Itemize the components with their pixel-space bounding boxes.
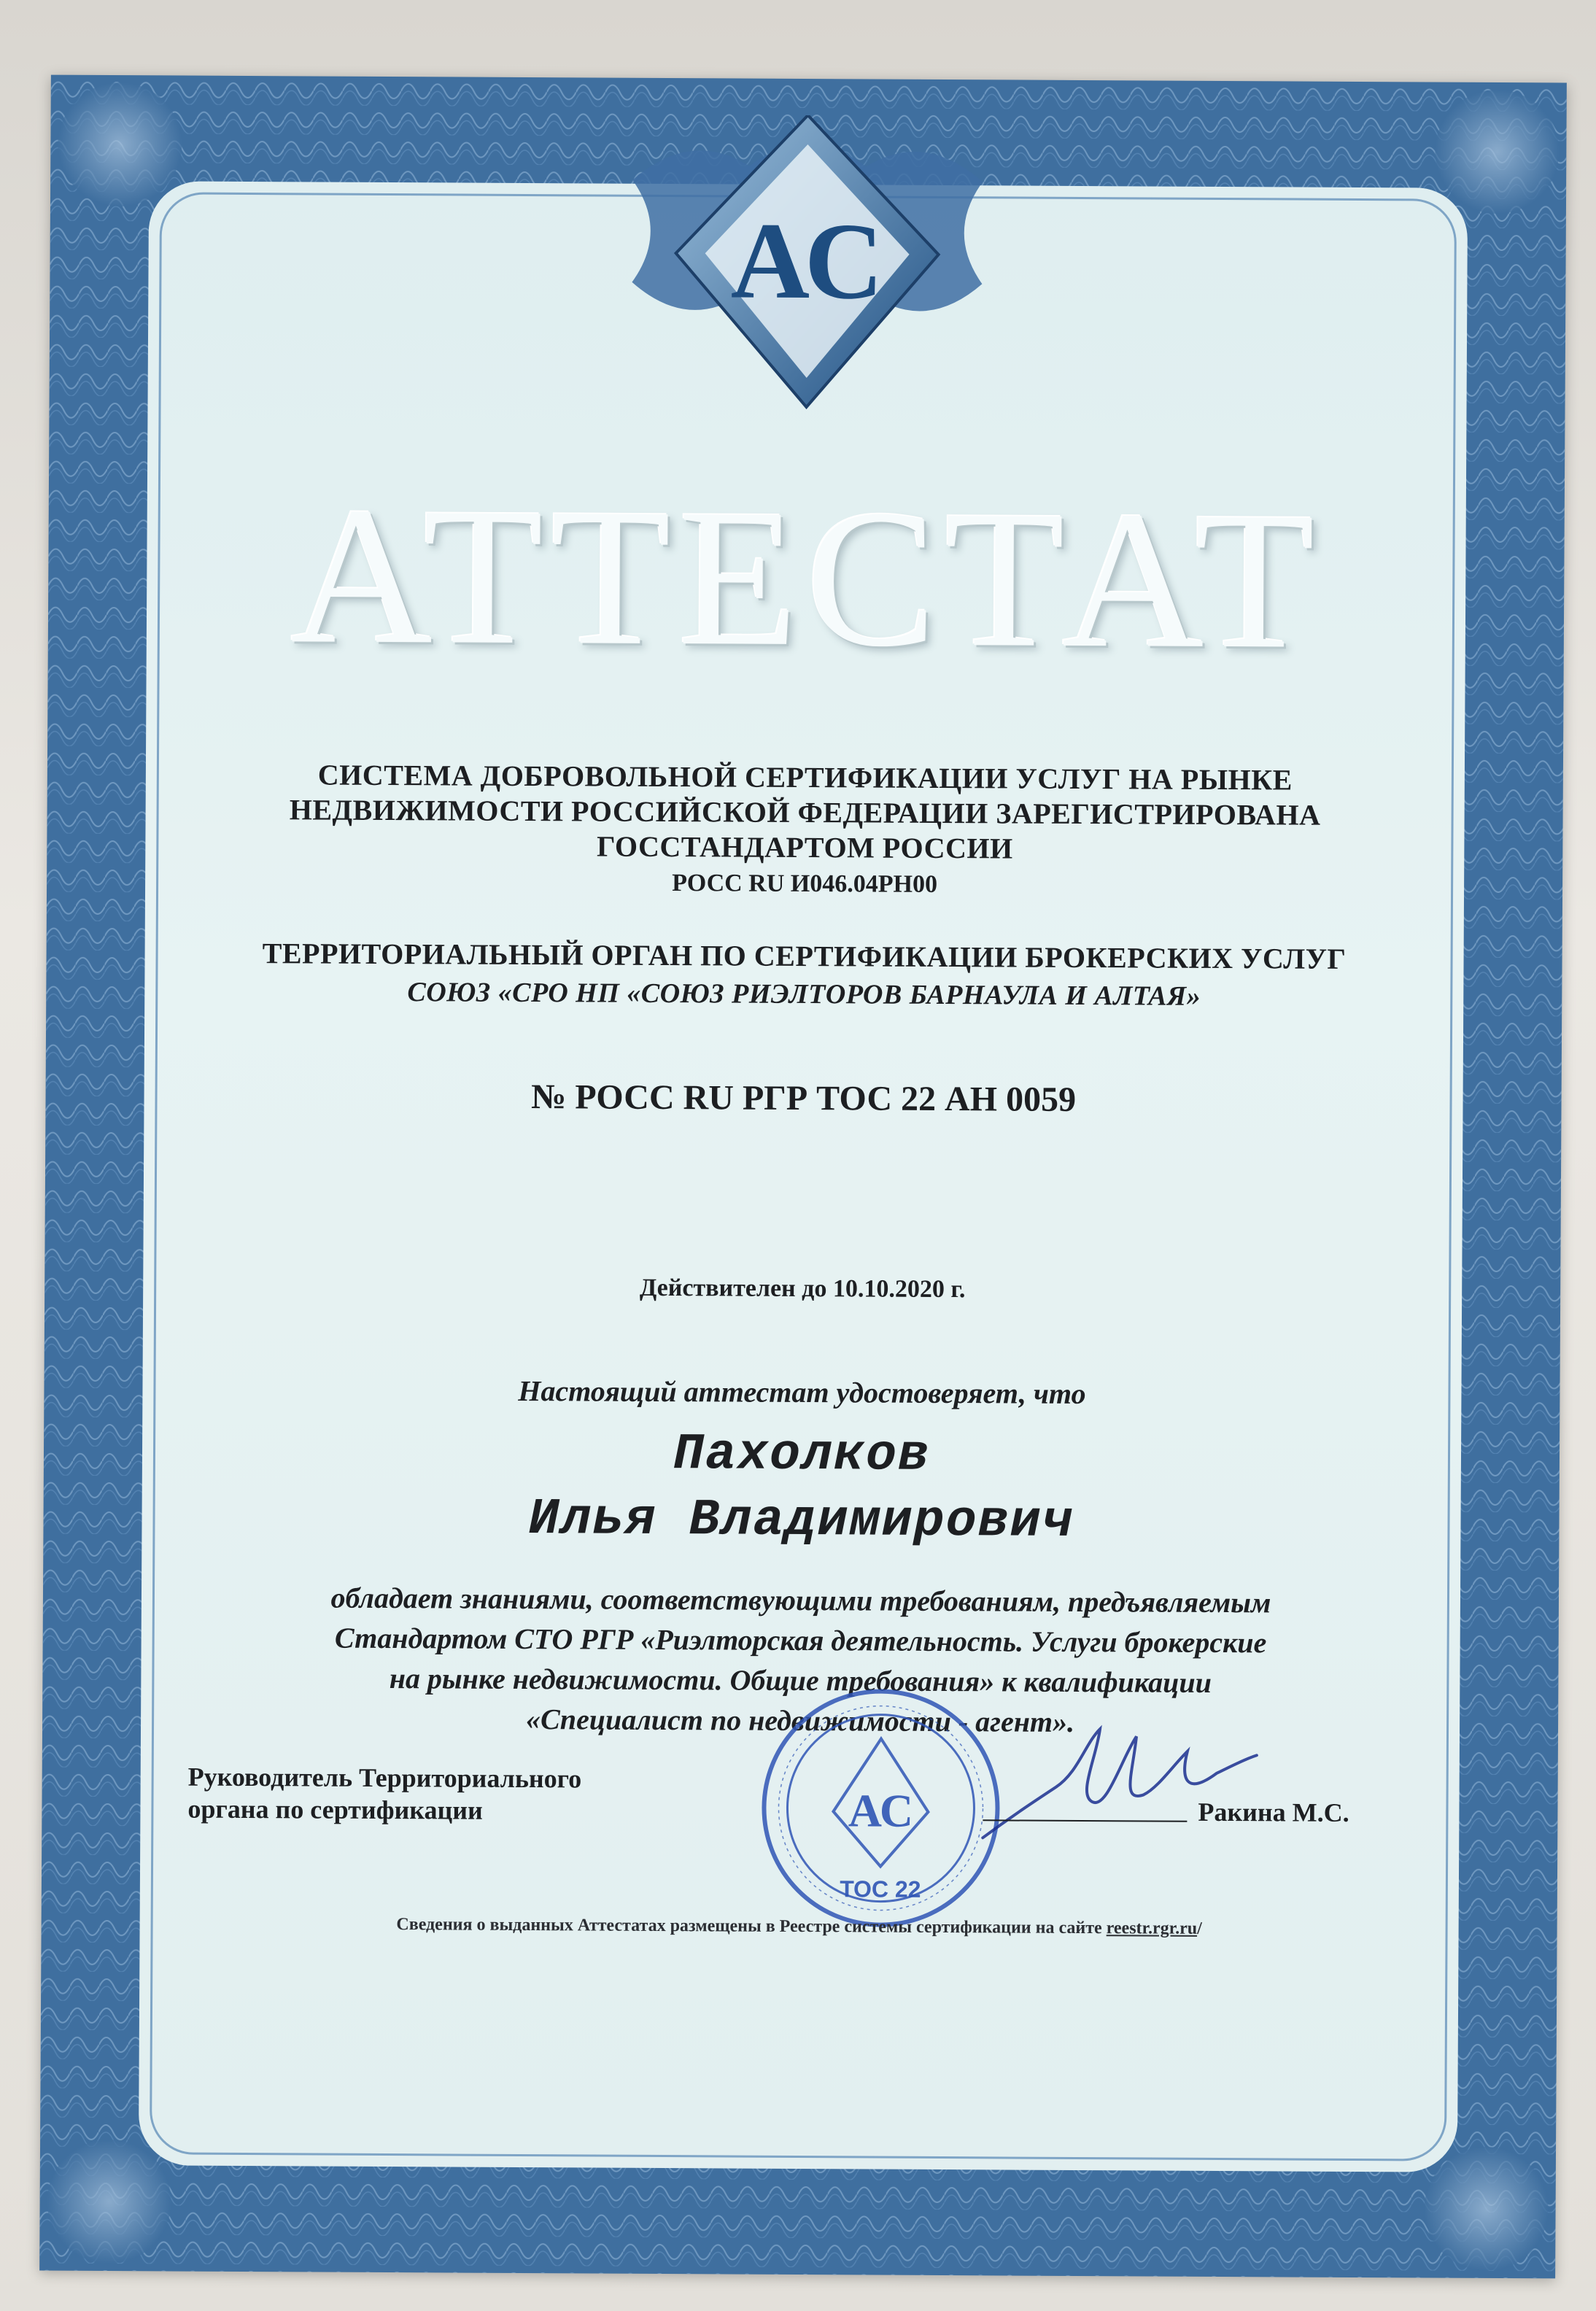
certificate-content [39,75,1567,2279]
system-line-3: ГОССТАНДАРТОМ РОССИИ [596,829,1013,865]
holder-given-names: Илья Владимирович [528,1491,1074,1552]
registry-footer [42,1913,1557,1941]
qualification-line-1: обладает знаниями, соответствующими требованиям, предъявляемым [330,1581,1271,1619]
certifies-text: Настоящий аттестат удостоверяет, что [518,1374,1086,1411]
signature-label-line-2: органа по сертификации [187,1794,483,1825]
valid-until: Действителен до 10.10.2020 г. [639,1274,966,1304]
stamp-bottom-text: ТОС 22 [840,1875,921,1902]
footer-text: Сведения о выданных Аттестатах размещены в Реестре системы сертификации на сайте [396,1915,1107,1938]
territorial-org: СОЮЗ «СРО НП «СОЮЗ РИЭЛТОРОВ БАРНАУЛА И АЛТАЯ» [407,977,1201,1012]
system-registration: РОСС RU И046.04РН00 [672,870,938,898]
holder-surname: Пахолков [673,1426,931,1485]
page-title: АТТЕСТАТ [290,466,1322,690]
certificate-sheet [39,75,1567,2279]
signature-label-line-1: Руководитель Территориального [187,1762,582,1794]
qualification-line-4: «Специалист по недвижимости - агент». [525,1703,1075,1738]
certificate-number: № РОСС RU РГР ТОС 22 АН 0059 [530,1077,1077,1119]
system-line-2: НЕДВИЖИМОСТИ РОССИЙСКОЙ ФЕДЕРАЦИИ ЗАРЕГИСТРИРОВАНА [289,793,1321,832]
stamp-center-text: АС [848,1784,914,1837]
system-line-1: СИСТЕМА ДОБРОВОЛЬНОЙ СЕРТИФИКАЦИИ УСЛУГ НА РЫНКЕ [317,758,1293,797]
territorial-heading: ТЕРРИТОРИАЛЬНЫЙ ОРГАН ПО СЕРТИФИКАЦИИ БРОКЕРСКИХ УСЛУГ [262,937,1347,975]
registry-link[interactable]: reestr.rgr.ru [1106,1919,1198,1938]
logo-letters: АС [730,200,884,322]
signer-name: Ракина М.С. [1198,1797,1349,1827]
footer-suffix: / [1197,1919,1202,1938]
qualification-line-3: на рынке недвижимости. Общие требования» к квалификации [389,1662,1212,1699]
qualification-line-2: Стандартом СТО РГР «Риэлторская деятельность. Услуги брокерские [334,1621,1267,1660]
ac-logo-icon [602,115,1012,423]
handwritten-signature [968,1714,1260,1861]
signature-label [187,1761,581,1827]
